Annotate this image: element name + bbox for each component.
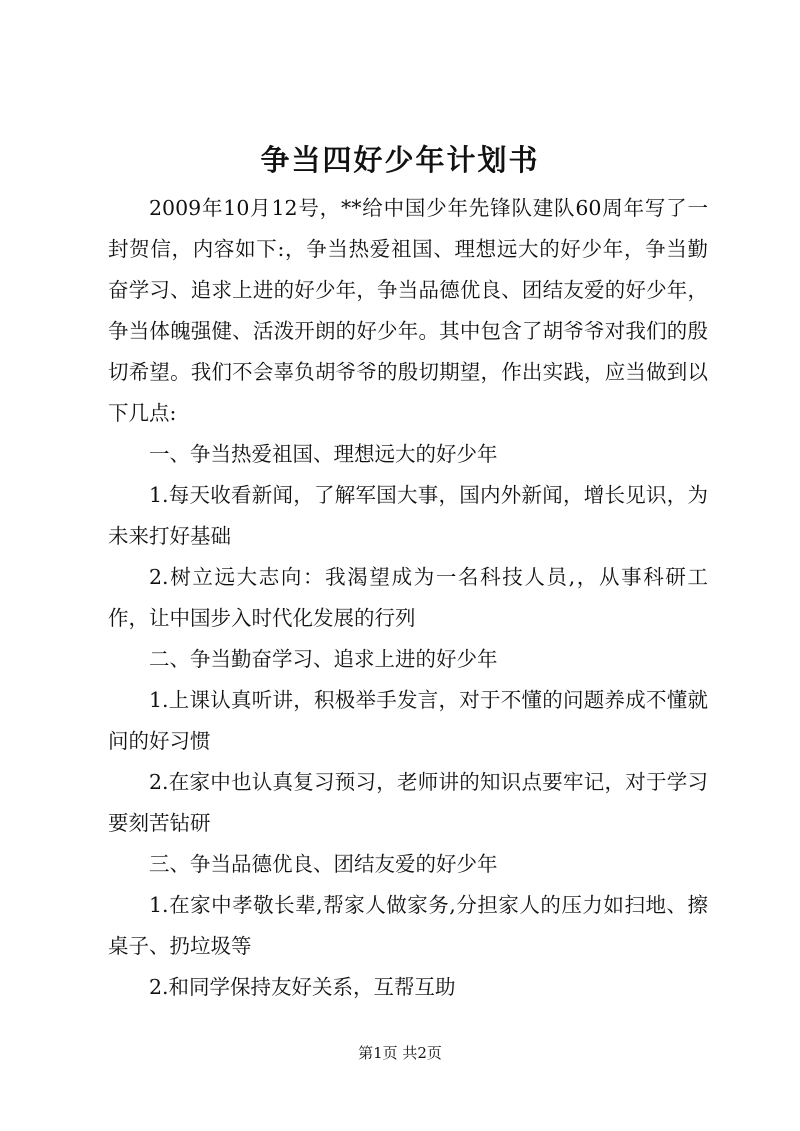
intro-paragraph: 2009年10月12号，**给中国少年先锋队建队60周年写了一封贺信，内容如下:，争当热爱祖国、理想远大的好少年，争当勤奋学习、追求上进的好少年，争当品德优良、团结友爱的好少年，争当体魄强健、活泼开朗的好少年。其中包含了胡爷爷对我们的殷切希望。我们不会辜负胡爷爷的殷切期望，作出实践，应当做到以下几点: bbox=[108, 196, 708, 425]
document-body bbox=[108, 188, 708, 1008]
list-item: 1.每天收看新闻，了解军国大事，国内外新闻，增长见识，为未来打好基础 bbox=[108, 483, 708, 548]
section-heading-2: 二、争当勤奋学习、追求上进的好少年 bbox=[149, 647, 498, 671]
list-item: 1.上课认真听讲，积极举手发言，对于不懂的问题养成不懂就问的好习惯 bbox=[108, 688, 708, 753]
list-item: 1.在家中孝敬长辈,帮家人做家务,分担家人的压力如扫地、擦桌子、扔垃圾等 bbox=[108, 893, 708, 958]
page-number-footer: 第1页 共2页 bbox=[358, 1044, 442, 1062]
section-heading-3: 三、争当品德优良、团结友爱的好少年 bbox=[149, 852, 498, 876]
list-item: 2.树立远大志向：我渴望成为一名科技人员,，从事科研工作，让中国步入时代化发展的行列 bbox=[108, 565, 708, 630]
list-item: 2.在家中也认真复习预习，老师讲的知识点要牢记，对于学习要刻苦钻研 bbox=[108, 770, 708, 835]
list-item: 2.和同学保持友好关系，互帮互助 bbox=[149, 975, 456, 999]
section-heading-1: 一、争当热爱祖国、理想远大的好少年 bbox=[149, 442, 498, 466]
page-title: 争当四好少年计划书 bbox=[260, 143, 540, 177]
